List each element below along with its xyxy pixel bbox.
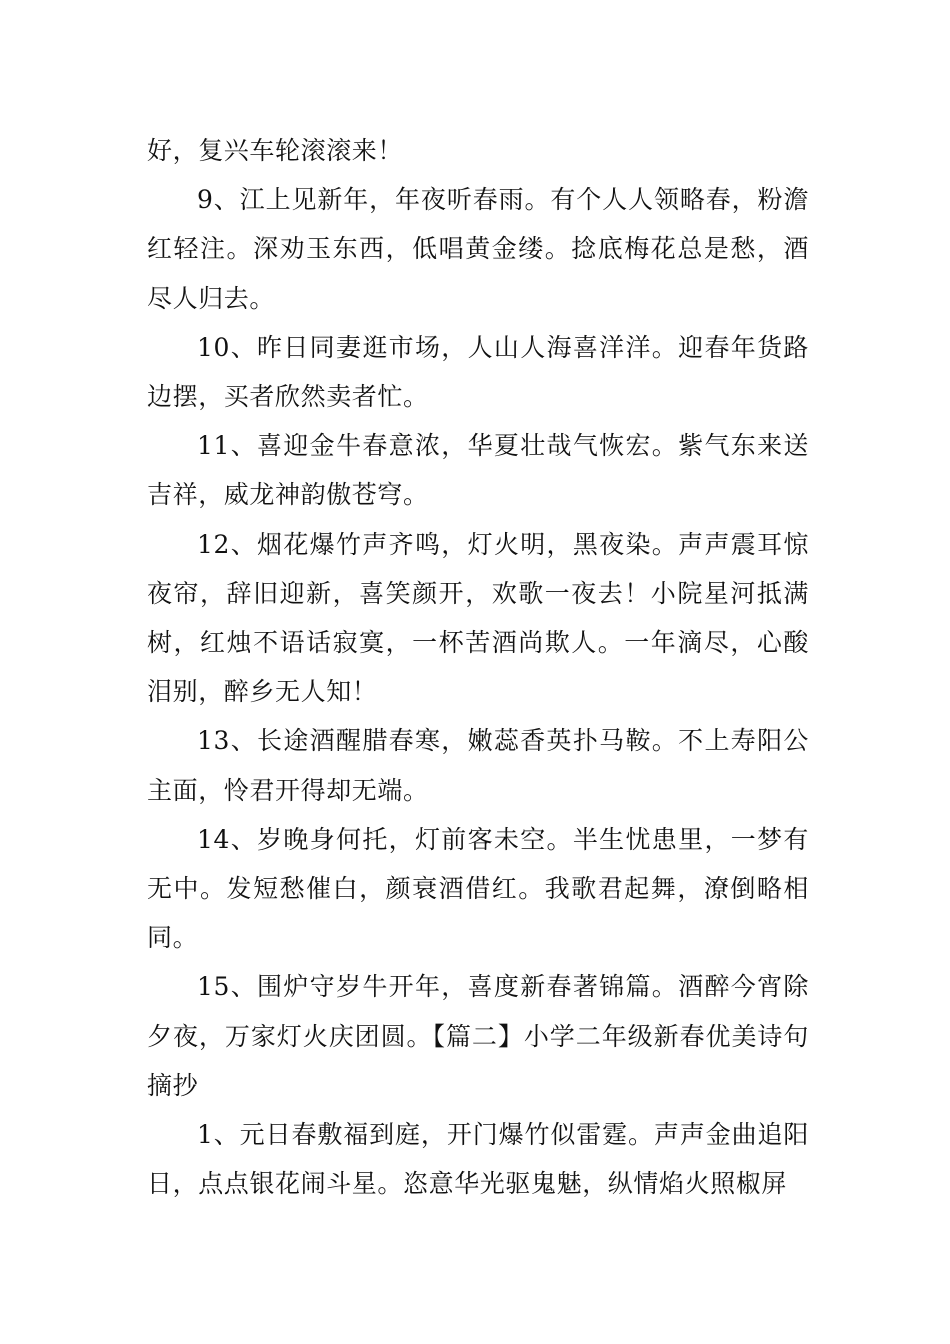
paragraph-poem-15: 15、围炉守岁牛开年，喜度新春著锦篇。酒醉今宵除夕夜，万家灯火庆团圆。【篇二】小学二年级新春优美诗句摘抄 [147,972,809,1100]
paragraph-poem-1: 1、元日春敷福到庭，开门爆竹似雷霆。声声金曲追阳日，点点银花闹斗星。恣意华光驱鬼魅，纵情焰火照椒屏 [147,1120,809,1199]
document-body [147,126,809,1208]
paragraph-poem-12: 12、烟花爆竹声齐鸣，灯火明，黑夜染。声声震耳惊夜帘，辞旧迎新，喜笑颜开，欢歌一夜去！小院星河抵满树，红烛不语话寂寞，一杯苦酒尚欺人。一年滴尽，心酸泪别，醉乡无人知！ [147,529,809,707]
paragraph-poem-13: 13、长途酒醒腊春寒，嫩蕊香英扑马鞍。不上寿阳公主面，怜君开得却无端。 [147,726,809,805]
paragraph-poem-14: 14、岁晚身何托，灯前客未空。半生忧患里，一梦有无中。发短愁催白，颜衰酒借红。我歌君起舞，潦倒略相同。 [147,824,809,953]
paragraph-poem-11: 11、喜迎金牛春意浓，华夏壮哉气恢宏。紫气东来送吉祥，威龙神韵傲苍穹。 [147,431,809,510]
paragraph-continuation: 好，复兴车轮滚滚来！ [147,136,404,165]
paragraph-poem-10: 10、昨日同妻逛市场，人山人海喜洋洋。迎春年货路边摆，买者欣然卖者忙。 [147,332,809,412]
paragraph-poem-9: 9、江上见新年，年夜听春雨。有个人人领略春，粉澹红轻注。深劝玉东西，低唱黄金缕。捻底梅花总是愁，酒尽人归去。 [147,185,809,313]
